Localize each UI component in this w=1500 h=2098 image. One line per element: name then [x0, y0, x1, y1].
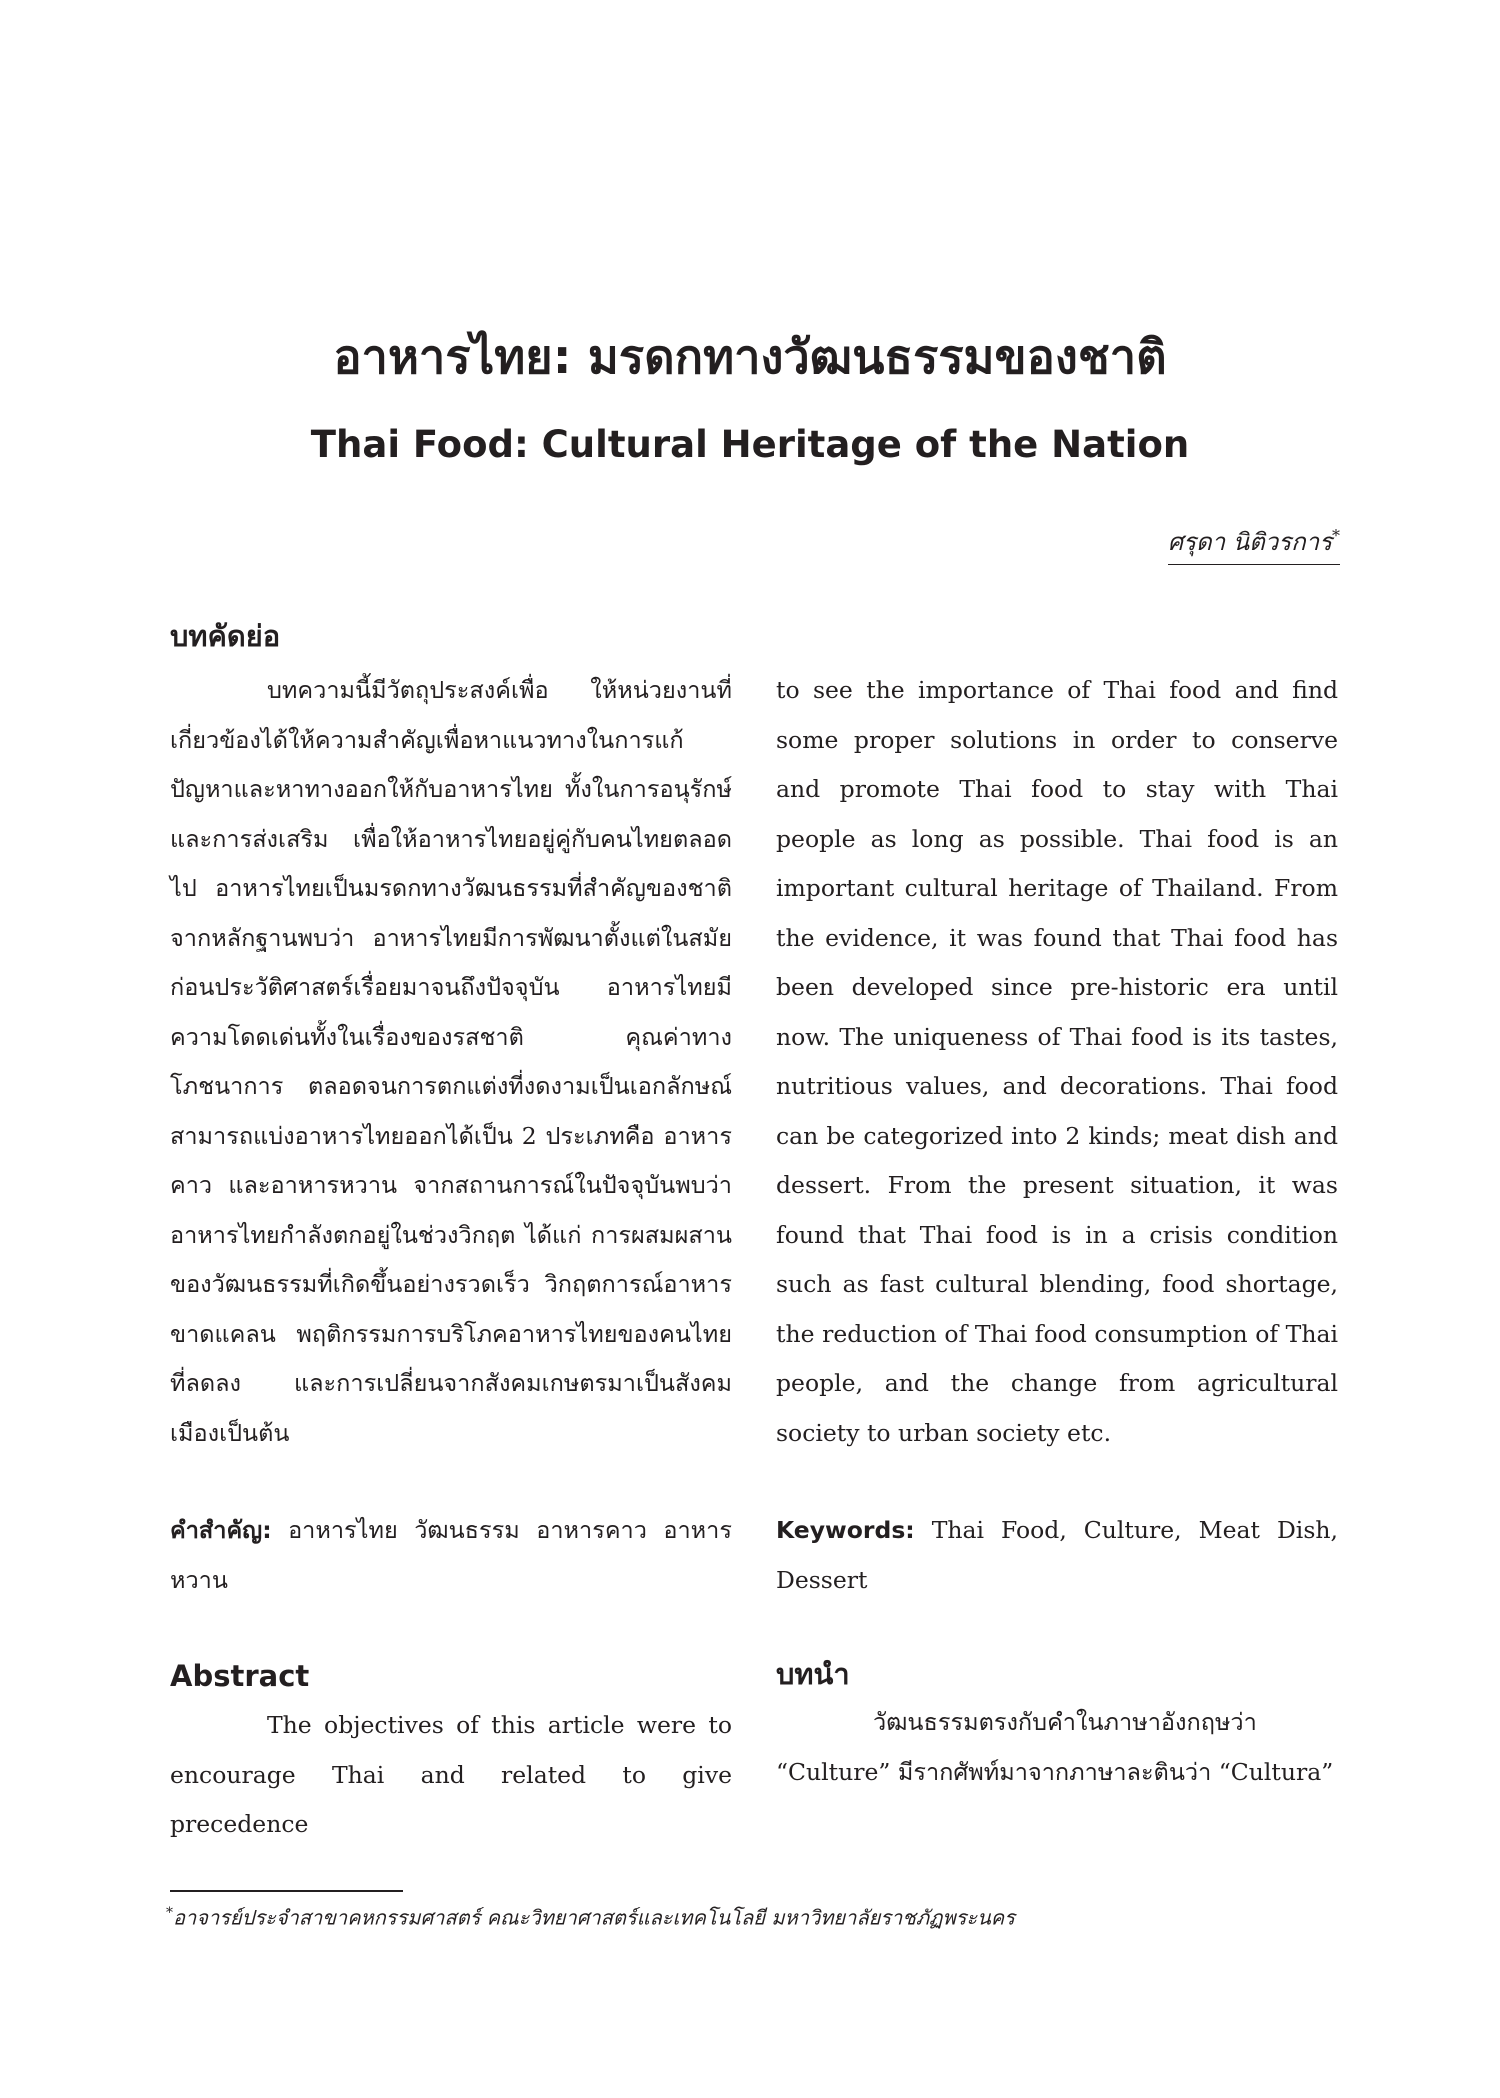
footnote-text: อาจารย์ประจำสาขาคหกรรมศาสตร์ คณะวิทยาศาสตร์และเทคโนโลยี มหาวิทยาลัยราชภัฏพระนคร: [173, 1905, 1015, 1930]
introduction-heading: บทนำ: [776, 1657, 850, 1691]
abstract-thai-body: บทความนี้มีวัตถุประสงค์เพื่อ ให้หน่วยงานที่เกี่ยวข้องได้ให้ความสำคัญเพื่อหาแนวทางในการแก้ปัญหาและหาทางออกให้กับอาหารไทย ทั้งในการอนุรักษ์และการส่งเสริม เพื่อให้อาหารไทยอยู่คู่กับคนไทยตลอดไป อาหารไทยเป็นมรดกทางวัฒนธรรมที่สำคัญของชาติ จากหลักฐานพบว่า อาหารไทยมีการพัฒนาตั้งแต่ในสมัยก่อนประวัติศาสตร์เรื่อยมาจนถึงปัจจุบัน อาหารไทยมีความโดดเด่นทั้งในเรื่องของรสชาติ คุณค่าทางโภชนาการ ตลอดจนการตกแต่งที่งดงามเป็นเอกลักษณ์ สามารถแบ่งอาหารไทยออกได้เป็น 2 ประเภทคือ อาหารคาว และอาหารหวาน จากสถานการณ์ในปัจจุบันพบว่า อาหารไทยกำลังตกอยู่ในช่วงวิกฤต ได้แก่ การผสมผสานของวัฒนธรรมที่เกิดขึ้นอย่างรวดเร็ว วิกฤตการณ์อาหารขาดแคลน พฤติกรรมการบริโภคอาหารไทยของคนไทยที่ลดลง และการเปลี่ยนจากสังคมเกษตรมาเป็นสังคมเมืองเป็นต้น: [170, 676, 732, 1447]
title-english: Thai Food: Cultural Heritage of the Nation: [310, 423, 1190, 466]
footnote-mark: *: [166, 1905, 173, 1921]
keywords-english: [776, 1506, 1338, 1605]
abstract-thai-section: [170, 616, 732, 1458]
keywords-english-text: Thai Food, Culture, Meat Dish, Dessert: [776, 1516, 1338, 1594]
keywords-english-label: Keywords:: [776, 1516, 915, 1544]
abstract-english-continued: [776, 666, 1338, 1458]
title-thai: อาหารไทย: มรดกทางวัฒนธรรมของชาติ: [333, 330, 1167, 385]
footnote-rule: [170, 1890, 403, 1892]
keywords-thai-paragraph: [170, 1506, 732, 1605]
footnote: [166, 1897, 1346, 1934]
keywords-thai-text: อาหารไทย วัฒนธรรม อาหารคาว อาหารหวาน: [170, 1516, 732, 1594]
keywords-thai-label: คำสำคัญ:: [170, 1516, 272, 1544]
abstract-english-body-start: The objectives of this article were to encourage Thai and related to give precedence: [170, 1711, 732, 1838]
keywords-english-paragraph: [776, 1506, 1338, 1605]
introduction-body: วัฒนธรรมตรงกับคำในภาษาอังกฤษว่า “Culture” มีรากศัพท์มาจากภาษาละตินว่า “Cultura”: [776, 1708, 1334, 1786]
abstract-english-heading: Abstract: [170, 1659, 310, 1693]
author-name: [1168, 518, 1340, 565]
author-footnote-mark: *: [1332, 526, 1340, 545]
keywords-thai: [170, 1506, 732, 1605]
abstract-thai-heading: บทคัดย่อ: [170, 619, 281, 653]
introduction-section: [776, 1654, 1338, 1797]
abstract-english-section: [170, 1656, 732, 1850]
author-name-text: ศรุดา นิติวรการ: [1167, 528, 1332, 556]
abstract-english-body-continued: to see the importance of Thai food and find some proper solutions in order to conserve and promote Thai food to stay with Thai people as long as possible. Thai food is an important cultural heritage of Thailand. From the evidence, it was found that Thai food has been developed since pre-historic era until now. The uniqueness of Thai food is its tastes, nutritious values, and decorations. Thai food can be categorized into 2 kinds; meat dish and dessert. From the present situation, it was found that Thai food is in a crisis condition such as fast cultural blending, food shortage, the reduction of Thai food consumption of Thai people, and the change from agricultural society to urban society etc.: [776, 676, 1338, 1447]
